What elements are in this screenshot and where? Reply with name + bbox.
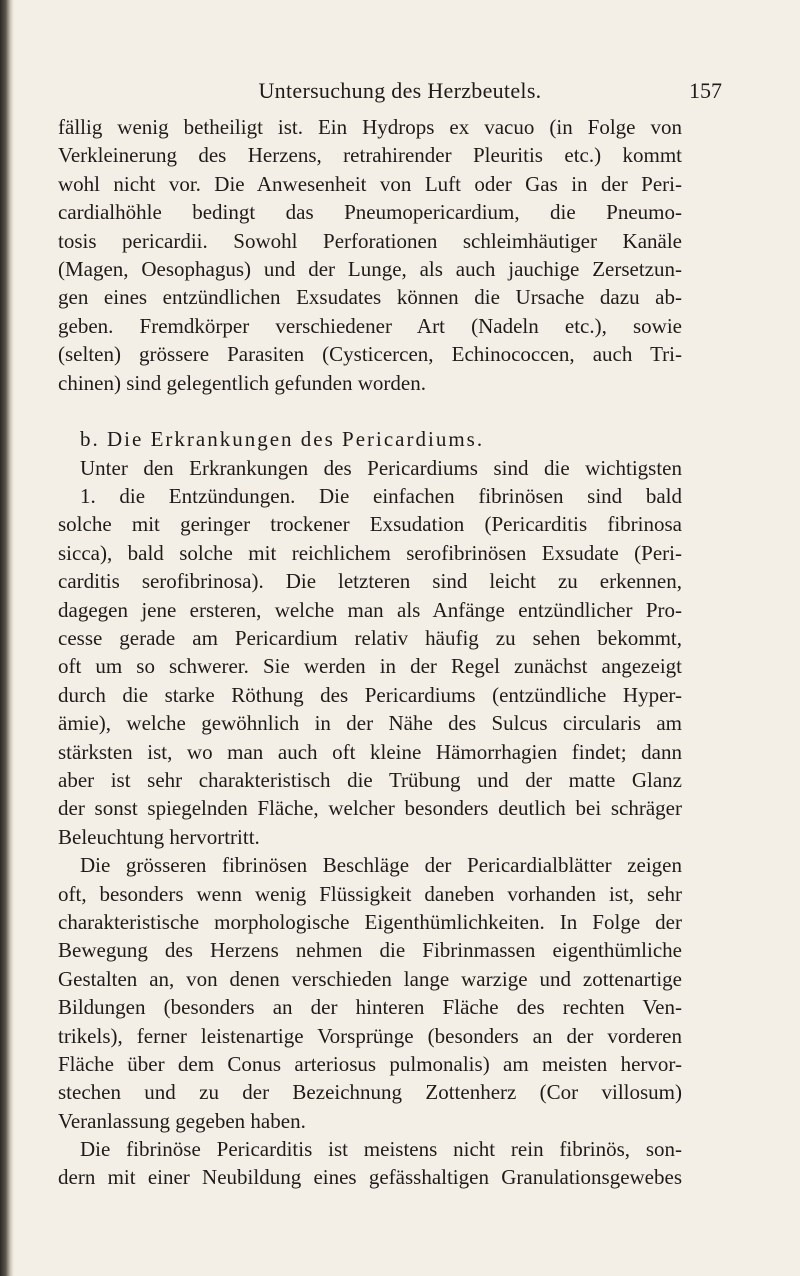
text-line: durch die starke Röthung des Pericardiums (entzündliche Hyper- <box>58 682 682 707</box>
text-line: Unter den Erkrankungen des Pericardiums sind die wichtigsten <box>80 455 682 480</box>
text-line: stechen und zu der Bezeichnung Zottenherz (Cor villosum) <box>58 1080 682 1105</box>
text-line: trikels), ferner leistenartige Vorsprünge (besonders an der vorderen <box>58 1023 682 1048</box>
text-line: sicca), bald solche mit reichlichem serofibrinösen Exsudate (Peri- <box>58 540 682 565</box>
text-line: (Magen, Oesophagus) und der Lunge, als auch jauchige Zersetzun- <box>58 256 682 281</box>
text-line: cardialhöhle bedingt das Pneumopericardium, die Pneumo- <box>58 200 682 225</box>
text-line: Beleuchtung hervortritt. <box>58 824 260 849</box>
text-line: dern mit einer Neubildung eines gefässhaltigen Granulationsgewebes <box>58 1165 682 1190</box>
text-line: wohl nicht vor. Die Anwesenheit von Luft oder Gas in der Peri- <box>58 171 682 196</box>
running-header <box>0 78 800 108</box>
text-line: chinen) sind gelegentlich gefunden worden. <box>58 370 426 395</box>
text-line: gen eines entzündlichen Exsudates können die Ursache dazu ab- <box>58 285 682 310</box>
text-line: geben. Fremdkörper verschiedener Art (Nadeln etc.), sowie <box>58 313 682 338</box>
text-line: cesse gerade am Pericardium relativ häufig zu sehen bekommt, <box>58 626 682 651</box>
text-line: carditis serofibrinosa). Die letzteren sind leicht zu erkennen, <box>58 569 682 594</box>
text-line: Bewegung des Herzens nehmen die Fibrinmassen eigenthümliche <box>58 938 682 963</box>
text-line: tosis pericardii. Sowohl Perforationen schleimhäutiger Kanäle <box>58 228 682 253</box>
section-heading: b. Die Erkrankungen des Pericardiums. <box>80 427 485 452</box>
text-line: solche mit geringer trockener Exsudation (Pericarditis fibrinosa <box>58 512 682 537</box>
text-line: oft, besonders wenn wenig Flüssigkeit daneben vorhanden ist, sehr <box>58 881 682 906</box>
text-line: oft um so schwerer. Sie werden in der Regel zunächst angezeigt <box>58 654 682 679</box>
text-line: dagegen jene ersteren, welche man als Anfänge entzündlicher Pro- <box>58 597 682 622</box>
text-line: Gestalten an, von denen verschieden lange warzige und zottenartige <box>58 966 682 991</box>
body-text <box>58 113 682 1192</box>
text-line: Veranlassung gegeben haben. <box>58 1108 306 1133</box>
text-line: aber ist sehr charakteristisch die Trübung und der matte Glanz <box>58 767 682 792</box>
text-line: der sonst spiegelnden Fläche, welcher besonders deutlich bei schräger <box>58 796 682 821</box>
text-line: Die fibrinöse Pericarditis ist meistens nicht rein fibrinös, son- <box>80 1137 682 1162</box>
text-line: Bildungen (besonders an der hinteren Fläche des rechten Ven- <box>58 995 682 1020</box>
text-line: ämie), welche gewöhnlich in der Nähe des Sulcus circularis am <box>58 711 682 736</box>
text-line: (selten) grössere Parasiten (Cysticercen, Echinococcen, auch Tri- <box>58 342 682 367</box>
page-number: 157 <box>689 78 722 103</box>
text-line: stärksten ist, wo man auch oft kleine Hämorrhagien findet; dann <box>58 739 682 764</box>
blank-line <box>58 397 682 425</box>
text-line: 1. die Entzündungen. Die einfachen fibrinösen sind bald <box>80 484 682 509</box>
text-line: fällig wenig betheiligt ist. Ein Hydrops ex vacuo (in Folge von <box>58 115 682 139</box>
running-title: Untersuchung des Herzbeutels. <box>258 78 542 103</box>
book-binding-shadow <box>0 0 14 1276</box>
text-line: Die grösseren fibrinösen Beschläge der Pericardialblätter zeigen <box>80 853 682 878</box>
text-line: charakteristische morphologische Eigenthümlichkeiten. In Folge der <box>58 909 682 934</box>
text-line: Fläche über dem Conus arteriosus pulmonalis) am meisten hervor- <box>58 1051 682 1076</box>
text-line: Verkleinerung des Herzens, retrahirender Pleuritis etc.) kommt <box>58 143 682 168</box>
